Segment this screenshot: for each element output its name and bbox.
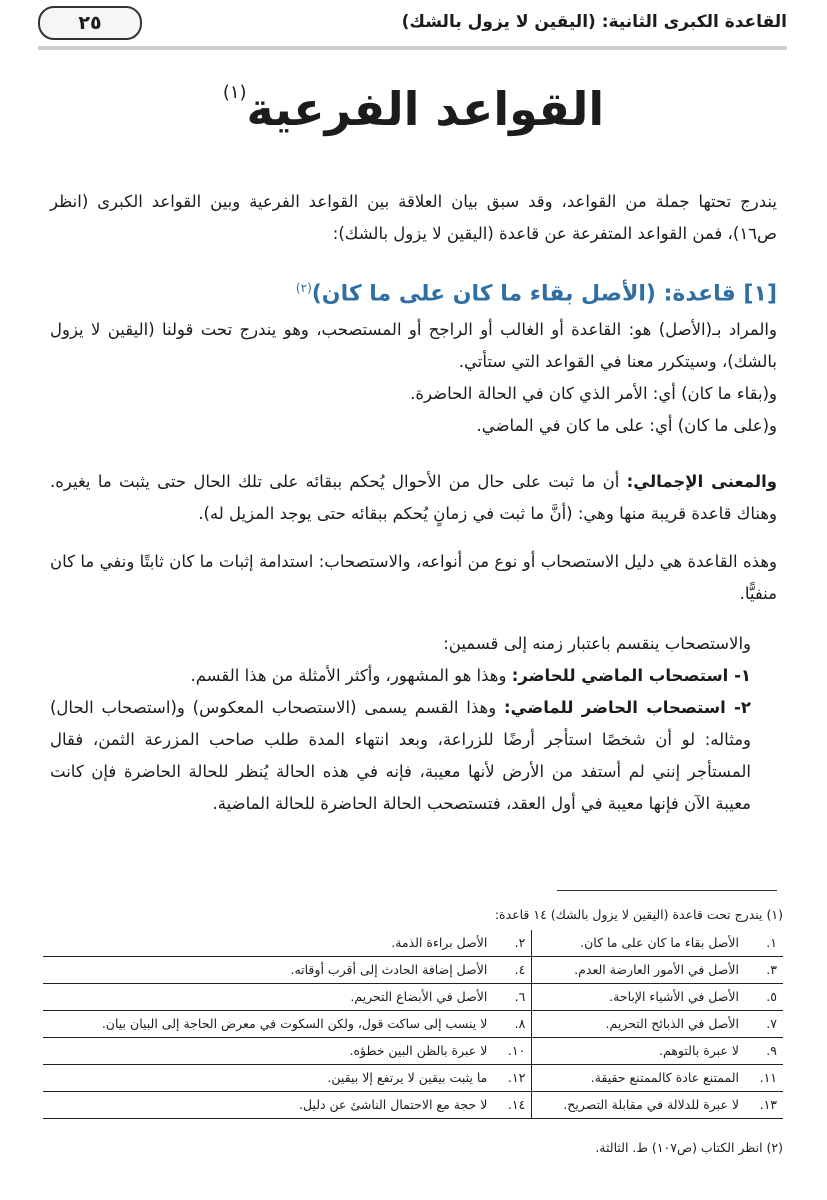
rule-number: ١٤.: [493, 1092, 532, 1119]
rule-heading-text: [١] قاعدة: (الأصل بقاء ما كان على ما كان): [311, 281, 777, 307]
rule-footnote-mark: (٢): [295, 281, 312, 295]
table-row: [43, 930, 783, 957]
page-title-text: القواعد الفرعية: [246, 82, 605, 136]
rule-text: ما يثبت بيقين لا يرتفع إلا بيقين.: [43, 1065, 493, 1092]
page-number: ٢٥: [38, 6, 142, 40]
istishab-types-intro: والاستصحاب ينقسم باعتبار زمنه إلى قسمين:: [443, 634, 751, 653]
title-footnote-mark: (١): [222, 82, 247, 103]
definition-section: [50, 314, 777, 442]
type1-lead: ١- استصحاب الماضي للحاضر:: [511, 666, 751, 685]
table-row: [43, 1065, 783, 1092]
rule-text: الأصل في الذبائح التحريم.: [532, 1011, 745, 1038]
rule-number: ١٣.: [745, 1092, 783, 1119]
rule-number: ٦.: [493, 984, 532, 1011]
rule-text: لا عبرة بالتوهم.: [532, 1038, 745, 1065]
table-row: [43, 1038, 783, 1065]
rule-text: الأصل في الأمور العارضة العدم.: [532, 957, 745, 984]
type1-text: وهذا هو المشهور، وأكثر الأمثلة من هذا القسم.: [190, 666, 512, 685]
rule-text: لا ينسب إلى ساكت قول، ولكن السكوت في معرض الحاجة إلى البيان بيان.: [43, 1011, 493, 1038]
istishab-paragraph: وهذه القاعدة هي دليل الاستصحاب أو نوع من أنواعه، والاستصحاب: استدامة إثبات ما كان ثابتًا ونفي ما كان منفيًّا.: [50, 552, 777, 603]
rule-number: ١.: [745, 930, 783, 957]
footnote-divider: [557, 890, 777, 891]
running-title: القاعدة الكبرى الثانية: (اليقين لا يزول بالشك): [401, 12, 787, 32]
rule-number: ١٠.: [493, 1038, 532, 1065]
intro-paragraph: يندرج تحتها جملة من القواعد، وقد سبق بيان العلاقة بين القواعد الفرعية وبين القواعد الكبرى (انظر ص١٦)، فمن القواعد المتفرعة عن قاعدة (اليقين لا يزول بالشك):: [50, 192, 777, 243]
table-row: [43, 984, 783, 1011]
rule-text: الأصل إضافة الحادث إلى أقرب أوقاته.: [43, 957, 493, 984]
table-row: [43, 957, 783, 984]
definition-asl: والمراد بـ(الأصل) هو: القاعدة أو الغالب أو الراجح أو المستصحب، وهو يندرج تحت قولنا (اليقين لا يزول بالشك)، وسيتكرر معنا في القواعد التي ستأتي.: [50, 320, 777, 371]
rule-number: ٣.: [745, 957, 783, 984]
general-meaning-text: أن ما ثبت على حال من الأحوال يُحكم ببقائه على تلك الحال حتى يثبت ما يغيره. وهناك قاعدة قريبة منها وهي: (أنَّ ما ثبت في زمانٍ يُحكم ببقائه حتى يوجد المزيل له).: [50, 472, 777, 523]
list-item: [50, 660, 777, 692]
rule-number: ٩.: [745, 1038, 783, 1065]
type2-text: وهذا القسم يسمى (الاستصحاب المعكوس) و(استصحاب الحال) ومثاله: لو أن شخصًا استأجر أرضًا للزراعة، وبعد انتهاء المدة طلب صاحب المزرعة الثمن، فقال المستأجر إنني لم أستفد من الأرض لأنها معيبة، فإنه في هذه الحالة يُنظر للحالة الحاضرة فإن كانت معيبة الآن فإنها معيبة في أول العقد، فتستصحب الحالة الحاضرة للحالة الماضية.: [50, 698, 751, 813]
rule-number: ٥.: [745, 984, 783, 1011]
running-header: [38, 6, 787, 42]
definition-baqa: و(بقاء ما كان) أي: الأمر الذي كان في الحالة الحاضرة.: [410, 384, 777, 403]
istishab-types: [50, 628, 777, 820]
table-row: [43, 1011, 783, 1038]
rule-text: لا عبرة للدلالة في مقابلة التصريح.: [532, 1092, 745, 1119]
rule-text: الأصل بقاء ما كان على ما كان.: [532, 930, 745, 957]
footnote-1-label: (١) يندرج تحت قاعدة (اليقين لا يزول بالشك) ١٤ قاعدة:: [494, 907, 783, 922]
sub-rules-table: [43, 930, 783, 1119]
rule-text: الأصل في الأبضاع التحريم.: [43, 984, 493, 1011]
definition-ala-ma-kan: و(على ما كان) أي: على ما كان في الماضي.: [476, 416, 777, 435]
rule-number: ٨.: [493, 1011, 532, 1038]
rule-number: ٧.: [745, 1011, 783, 1038]
header-divider: [38, 46, 787, 50]
rule-number: ١١.: [745, 1065, 783, 1092]
page-title: [0, 82, 827, 136]
rule-number: ٢.: [493, 930, 532, 957]
rule-text: الأصل في الأشياء الإباحة.: [532, 984, 745, 1011]
footnote-2: (٢) انظر الكتاب (ص١٠٧) ط. الثالثة.: [595, 1140, 783, 1155]
rule-text: الأصل براءة الذمة.: [43, 930, 493, 957]
table-row: [43, 1092, 783, 1119]
rule-text: الممتنع عادة كالممتنع حقيقة.: [532, 1065, 745, 1092]
list-item: [50, 692, 777, 820]
rule-number: ١٢.: [493, 1065, 532, 1092]
general-meaning-paragraph: [50, 466, 777, 530]
rule-number: ٤.: [493, 957, 532, 984]
rule-text: لا عبرة بالظن البين خطؤه.: [43, 1038, 493, 1065]
type2-lead: ٢- استصحاب الحاضر للماضي:: [504, 698, 751, 717]
rule-heading: [50, 272, 777, 310]
general-meaning-lead: والمعنى الإجمالي:: [626, 472, 777, 491]
rule-text: لا حجة مع الاحتمال الناشئ عن دليل.: [43, 1092, 493, 1119]
